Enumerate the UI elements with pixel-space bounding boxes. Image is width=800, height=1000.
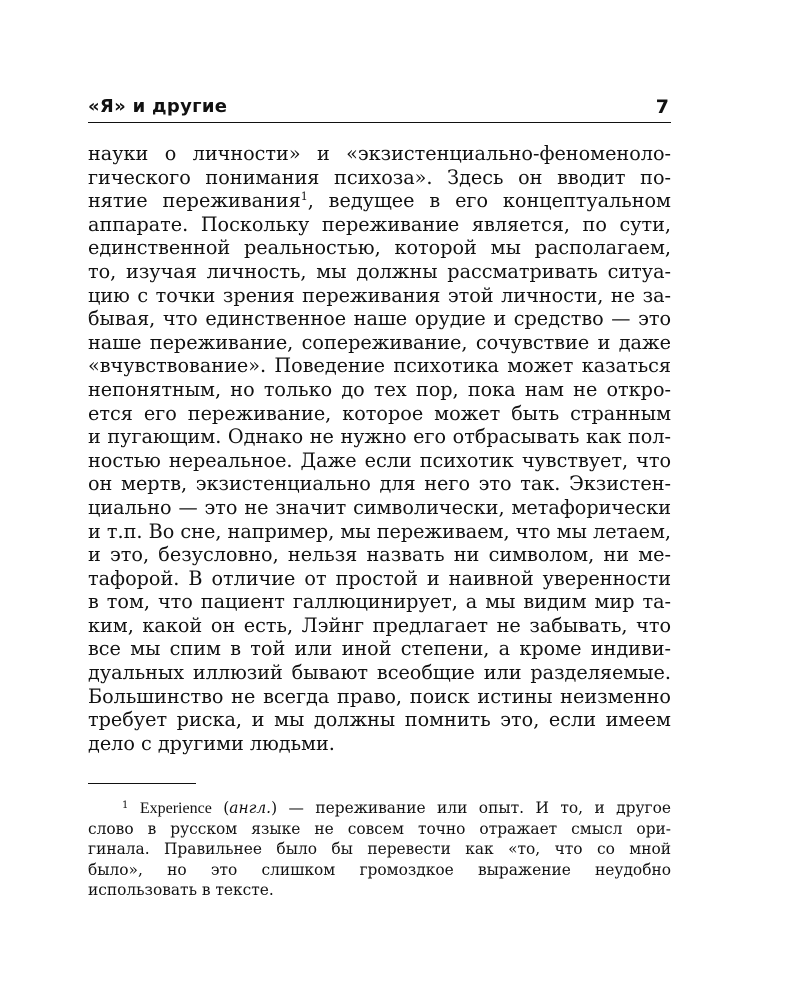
text-line: он мертв, экзистенциально для него это так. Экзистен-: [88, 472, 671, 496]
text-line: бывая, что единственное наше орудие и средство — это: [88, 307, 671, 331]
footnote-line: слово в русском языке не совсем точно отражает смысл ори-: [88, 819, 671, 838]
footnote: [88, 798, 671, 900]
running-header: [88, 96, 671, 123]
text-line: непонятным, но только до тех пор, пока нам не откро-: [88, 377, 671, 401]
footnote-mark: 1: [122, 800, 129, 812]
text-line: аппарате. Поскольку переживание является, по сути,: [88, 212, 671, 236]
text-line: ностью нереальное. Даже если психотик чувствует, что: [88, 448, 671, 472]
text-line: ется его переживание, которое может быть странным: [88, 401, 671, 425]
text-line: Большинство не всегда право, поиск истины неизменно: [88, 684, 671, 708]
running-title: «Я» и другие: [88, 96, 228, 117]
text-line: то, изучая личность, мы должны рассматривать ситуа-: [88, 259, 671, 283]
text-line: и т.п. Во сне, например, мы переживаем, что мы летаем,: [88, 519, 671, 543]
footnote-line: [88, 798, 671, 818]
footnote-reference[interactable]: 1: [300, 190, 308, 204]
footnote-term: Experience: [139, 800, 212, 818]
text-line: единственной реальностью, которой мы располагаем,: [88, 236, 671, 260]
text-fragment: нятие переживания: [88, 189, 301, 213]
text-line: цию с точки зрения переживания этой личности, не за-: [88, 283, 671, 307]
footnote-text: — переживание или опыт. И то, и другое: [277, 799, 671, 818]
text-line: циально — это не значит символически, метафорически: [88, 495, 671, 519]
text-line: и пугающим. Однако не нужно его отбрасывать как пол-: [88, 425, 671, 449]
text-line: дело с другими людьми.: [88, 731, 335, 755]
text-line: науки о личности» и «экзистенциально-феноменоло-: [88, 142, 671, 165]
main-text: [88, 142, 671, 755]
text-fragment: , ведущее в его концептуальном: [307, 189, 671, 213]
text-line: и это, безусловно, нельзя назвать ни символом, ни ме-: [88, 543, 671, 567]
footnote-divider: [88, 783, 196, 784]
footnote-line: было», но это слишком громоздкое выражение неудобно: [88, 860, 671, 879]
page-number: 7: [655, 96, 669, 118]
text-line: все мы спим в той или иной степени, а кроме индиви-: [88, 637, 671, 661]
text-line: [88, 189, 671, 213]
text-line: в том, что пациент галлюцинирует, а мы видим мир та-: [88, 590, 671, 614]
footnote-language: англ.: [229, 799, 272, 818]
text-line: гического понимания психоза». Здесь он вводит по-: [88, 165, 671, 189]
footnote-line: гинала. Правильнее было бы перевести как «то, что со мной: [88, 840, 671, 859]
text-line: тафорой. В отличие от простой и наивной уверенности: [88, 566, 671, 590]
text-line: дуальных иллюзий бывают всеобщие или разделяемые.: [88, 661, 671, 685]
footnote-paren: ): [271, 799, 278, 818]
text-line: наше переживание, сопереживание, сочувствие и даже: [88, 330, 671, 354]
text-line: ким, какой он есть, Лэйнг предлагает не забывать, что: [88, 613, 671, 637]
text-line: «вчувствование». Поведение психотика может казаться: [88, 354, 671, 378]
footnote-paren: (: [223, 799, 230, 818]
text-line: требует риска, и мы должны помнить это, если имеем: [88, 708, 671, 732]
footnote-line: использовать в тексте.: [88, 881, 274, 899]
book-page: [88, 96, 671, 900]
